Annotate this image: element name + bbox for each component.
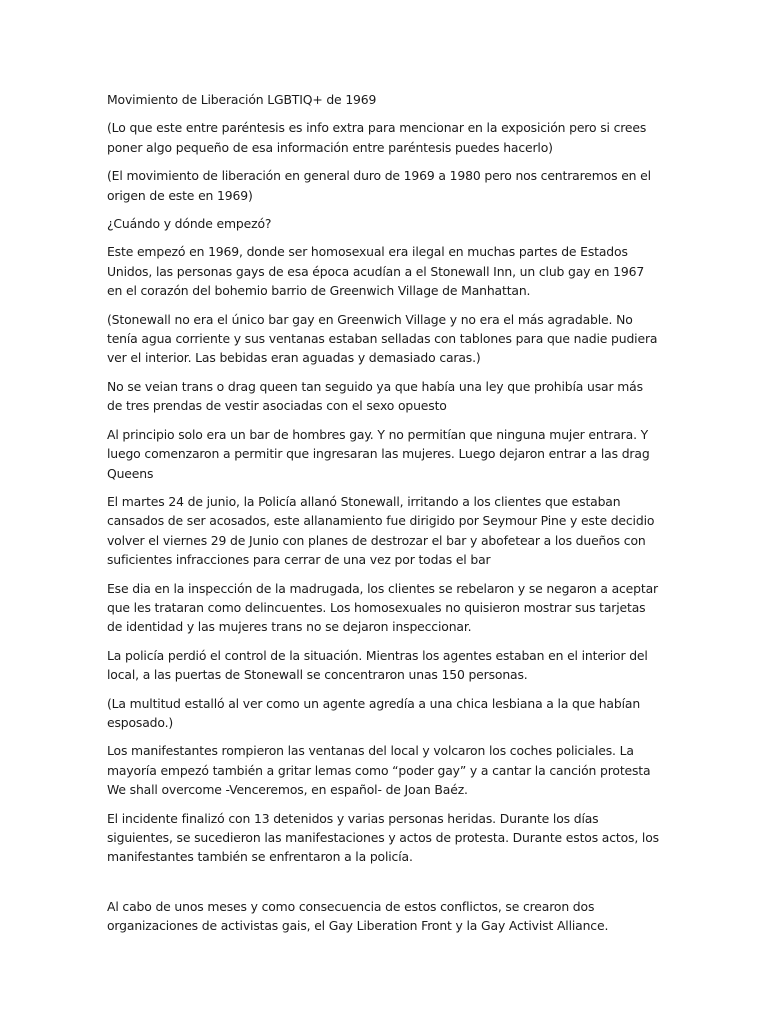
paragraph: (El movimiento de liberación en general duro de 1969 a 1980 pero nos centraremos en el origen de este en 1969) bbox=[107, 168, 651, 203]
document-page bbox=[107, 90, 660, 945]
paragraph: Al cabo de unos meses y como consecuencia de estos conflictos, se crearon dos organizaciones de activistas gais, el Gay Liberation Front y la Gay Activist Alliance. bbox=[107, 898, 609, 934]
paragraph: El martes 24 de junio, la Policía allanó Stonewall, irritando a los clientes que estaban cansados de ser acosados, este allanamiento fue dirigido por Seymour Pine y este decidio volver el viernes 29 de Junio con planes de destrozar el bar y abofetear a los dueños con suficientes infracciones para cerrar de una vez por todas el bar bbox=[107, 493, 655, 568]
section-heading: ¿Cuándo y dónde empezó? bbox=[107, 216, 272, 232]
paragraph: Ese dia en la inspección de la madrugada, los clientes se rebelaron y se negaron a aceptar que les trataran como delincuentes. Los homosexuales no quisieron mostrar sus tarjetas de identidad y las mujeres trans no se dejaron inspeccionar. bbox=[107, 580, 658, 635]
paragraph: El incidente finalizó con 13 detenidos y varias personas heridas. Durante los días siguientes, se sucedieron las manifestaciones y actos de protesta. Durante estos actos, los manifestantes también se enfrentaron a la policía. bbox=[107, 810, 659, 865]
paragraph: Los manifestantes rompieron las ventanas del local y volcaron los coches policiales. La mayoría empezó también a gritar lemas como “poder gay” y a cantar la canción protesta We shall overcome -Venceremos, en español- de Joan Baéz. bbox=[107, 743, 651, 798]
paragraph: No se veian trans o drag queen tan seguido ya que había una ley que prohibía usar más de tres prendas de vestir asociadas con el sexo opuesto bbox=[107, 378, 643, 414]
paragraph: (Lo que este entre paréntesis es info extra para mencionar en la exposición pero si crees poner algo pequeño de esa información entre paréntesis puedes hacerlo) bbox=[107, 120, 647, 155]
paragraph: Este empezó en 1969, donde ser homosexual era ilegal en muchas partes de Estados Unidos, las personas gays de esa época acudían a el Stonewall Inn, un club gay en 1967 en el corazón del bohemio barrio de Greenwich Village de Manhattan. bbox=[107, 244, 645, 299]
paragraph: La policía perdió el control de la situación. Mientras los agentes estaban en el interior del local, a las puertas de Stonewall se concentraron unas 150 personas. bbox=[107, 647, 648, 683]
document-title: Movimiento de Liberación LGBTIQ+ de 1969 bbox=[107, 92, 377, 107]
paragraph: (Stonewall no era el único bar gay en Greenwich Village y no era el más agradable. No tenía agua corriente y sus ventanas estaban selladas con tablones para que nadie pudiera ver el interior. Las bebidas eran aguadas y demasiado caras.) bbox=[107, 311, 658, 366]
paragraph: (La multitud estalló al ver como un agente agredía a una chica lesbiana a la que habían esposado.) bbox=[107, 695, 641, 730]
paragraph: Al principio solo era un bar de hombres gay. Y no permitían que ninguna mujer entrara. Y luego comenzaron a permitir que ingresaran las mujeres. Luego dejaron entrar a las drag Queens bbox=[107, 426, 650, 481]
